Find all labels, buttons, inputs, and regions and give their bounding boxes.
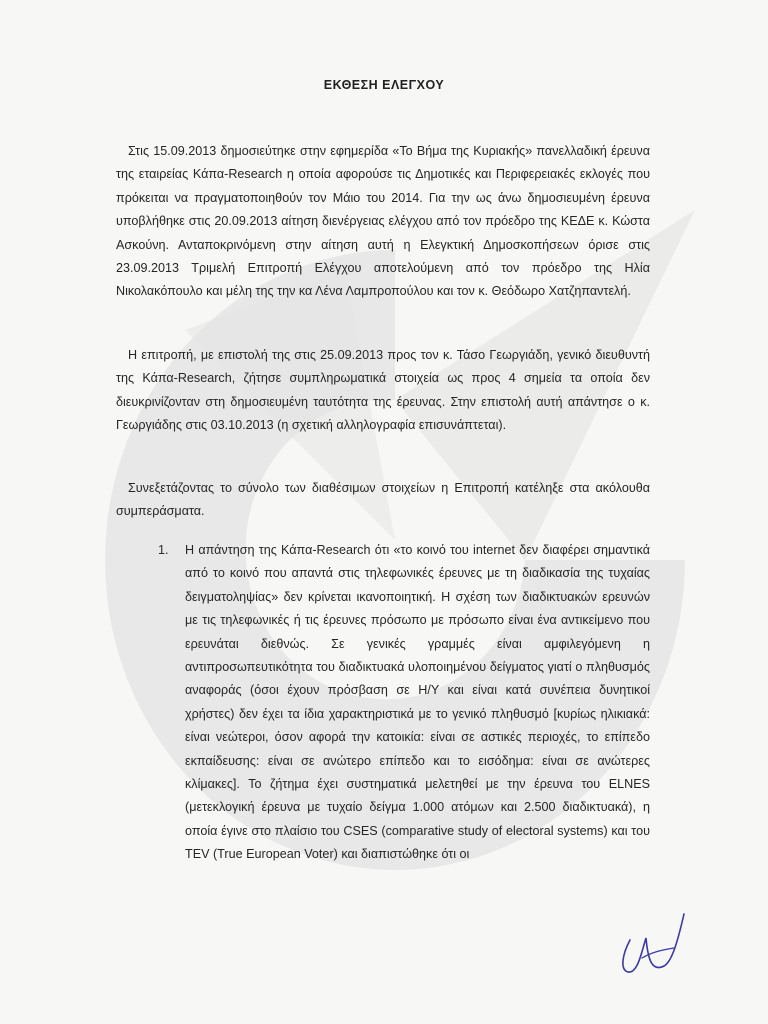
- paragraph-letter: Η επιτροπή, με επιστολή της στις 25.09.2013 προς τον κ. Τάσο Γεωργιάδη, γενικό διευθυντή της Κάπα-Research, ζήτησε συμπληρωματικά στοιχεία ως προς 4 σημεία τα οποία δεν διευκρινίζονταν στη δημοσιευμένη ταυτότητα της έρευνας. Στην επιστολή αυτή απάντησε ο κ. Γεωργιάδης στις 03.10.2013 (η σχετική αλληλογραφία επισυνάπτεται).: [116, 348, 650, 433]
- paragraph-intro: Στις 15.09.2013 δημοσιεύτηκε στην εφημερίδα «Το Βήμα της Κυριακής» πανελλαδική έρευνα της εταιρείας Κάπα-Research η οποία αφορούσε τις Δημοτικές και Περιφερειακές εκλογές που πρόκειται να πραγματοποιηθούν τον Μάιο του 2014. Για την ως άνω δημοσιευμένη έρευνα υποβλήθηκε στις 20.09.2013 αίτηση διενέργειας ελέγχου από τον πρόεδρο της ΚΕΔΕ κ. Κώστα Ασκούνη. Ανταποκρινόμενη στην αίτηση αυτή η Ελεγκτική Δημοσκοπήσεων όρισε στις 23.09.2013 Τριμελή Επιτροπή Ελέγχου αποτελούμενη από τον πρόεδρο της Ηλία Νικολακόπουλο και μέλη της την κα Λένα Λαμπροπούλου και τον κ. Θεόδωρο Χατζηπαντελή.: [116, 144, 650, 299]
- document-title: ΕΚΘΕΣΗ ΕΛΕΓΧΟΥ: [323, 78, 445, 92]
- handwritten-signature: [612, 900, 692, 980]
- paragraph-conclusions-intro: Συνεξετάζοντας το σύνολο των διαθέσιμων στοιχείων η Επιτροπή κατέληξε στα ακόλουθα συμπεράσματα.: [116, 481, 650, 519]
- list-item-text: Η απάντηση της Κάπα-Research ότι «το κοινό του internet δεν διαφέρει σημαντικά από το κοινό που απαντά στις τηλεφωνικές έρευνες με τη διαδικασία της τυχαίας δειγματοληψίας» δεν κρίνεται ικανοποιητική. Η σχέση των διαδικτυακών ερευνών με τις τηλεφωνικές ή τις έρευνες πρόσωπο με πρόσωπο είναι ένα αντικείμενο που ερευνάται διεθνώς. Σε γενικές γραμμές είναι αμφιλεγόμενη η αντιπροσωπευτικότητα του διαδικτυακά υλοποιημένου δείγματος γιατί ο πληθυσμός αναφοράς (όσοι έχουν πρόσβαση σε Η/Υ και είναι κατά συνέπεια δυνητικοί χρήστες) δεν έχει τα ίδια χαρακτηριστικά με το γενικό πληθυσμό [κυρίως ηλικιακά: είναι νεώτεροι, όσον αφορά την κατοικία: είναι σε αστικές περιοχές, το επίπεδο εκπαίδευσης: είναι σε ανώτερο επίπεδο και το εισόδημα: είναι σε ανώτερες κλίμακες]. Το ζήτημα έχει συστηματικά μελετηθεί με την έρευνα του ELNES (μετεκλογική έρευνα με τυχαίο δείγμα 1.000 ατόμων και 2.500 διαδικτυακά), η οποία έγινε στο πλαίσιο του CSES (comparative study of electoral systems) και του TEV (True European Voter) και διαπιστώθηκε ότι οι: [185, 543, 650, 862]
- list-item-number: 1.: [158, 543, 169, 557]
